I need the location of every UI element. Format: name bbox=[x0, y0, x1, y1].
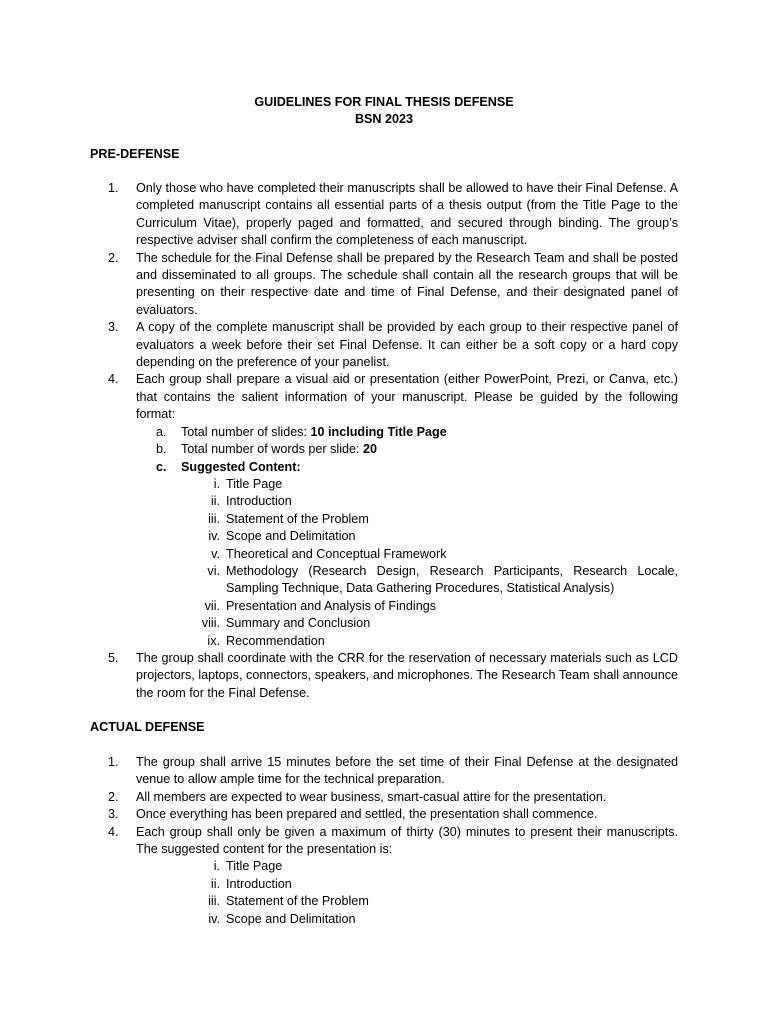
format-item-content bbox=[90, 459, 678, 476]
content-item bbox=[90, 876, 678, 893]
list-item bbox=[90, 319, 678, 371]
format-label: c. bbox=[156, 459, 167, 474]
list-text: All members are expected to wear business, smart-casual attire for the presentation. bbox=[136, 789, 607, 804]
content-text: Statement of the Problem bbox=[226, 511, 369, 526]
roman-label: i. bbox=[213, 859, 220, 874]
content-text: Scope and Delimitation bbox=[226, 529, 356, 544]
list-text: The schedule for the Final Defense shall be prepared by the Research Team and shall be posted and disseminated to all groups. The schedule shall contain all the research groups that will be presenting on their respective date and time of Final Defense, and their designated panel of evaluators. bbox=[136, 250, 678, 317]
content-item bbox=[90, 546, 678, 563]
format-value: Suggested Content: bbox=[181, 459, 301, 474]
roman-label: ii. bbox=[210, 876, 220, 891]
document-subtitle: BSN 2023 bbox=[354, 112, 414, 126]
roman-label: vii. bbox=[204, 598, 220, 613]
content-item bbox=[90, 528, 678, 545]
roman-label: iv. bbox=[208, 529, 220, 544]
list-number: 4. bbox=[108, 824, 119, 839]
pre-defense-list bbox=[90, 180, 678, 702]
format-text: Total number of slides: bbox=[181, 424, 311, 439]
pre-defense-heading: PRE-DEFENSE bbox=[90, 147, 180, 161]
format-item-slides bbox=[90, 424, 678, 441]
document-title: GUIDELINES FOR FINAL THESIS DEFENSE bbox=[254, 95, 514, 109]
content-text: Recommendation bbox=[226, 633, 325, 648]
content-text: Statement of the Problem bbox=[226, 894, 369, 909]
list-number: 3. bbox=[108, 807, 119, 822]
actual-defense-heading: ACTUAL DEFENSE bbox=[90, 720, 205, 734]
content-item bbox=[90, 615, 678, 632]
roman-label: iii. bbox=[208, 511, 220, 526]
list-item bbox=[90, 180, 678, 250]
list-item bbox=[90, 806, 678, 823]
roman-label: ii. bbox=[210, 494, 220, 509]
list-item bbox=[90, 371, 678, 423]
list-text: Once everything has been prepared and settled, the presentation shall commence. bbox=[136, 807, 598, 822]
format-label: b. bbox=[156, 442, 167, 457]
format-text: Total number of words per slide: bbox=[181, 442, 363, 457]
content-text: Introduction bbox=[226, 876, 292, 891]
content-item bbox=[90, 493, 678, 510]
roman-label: viii. bbox=[201, 616, 220, 631]
content-item bbox=[90, 633, 678, 650]
list-number: 2. bbox=[108, 789, 119, 804]
format-item-words bbox=[90, 441, 678, 458]
roman-label: iii. bbox=[208, 894, 220, 909]
list-number: 5. bbox=[108, 650, 119, 665]
content-item bbox=[90, 511, 678, 528]
list-text: Each group shall only be given a maximum of thirty (30) minutes to present their manuscripts. The suggested content for the presentation is: bbox=[136, 824, 678, 857]
content-text: Scope and Delimitation bbox=[226, 911, 356, 926]
content-item bbox=[90, 858, 678, 875]
list-number: 1. bbox=[108, 755, 119, 769]
content-text: Introduction bbox=[226, 494, 292, 509]
list-item bbox=[90, 789, 678, 806]
list-text: The group shall coordinate with the CRR for the reservation of necessary materials such as LCD projectors, laptops, connectors, speakers, and microphones. The Research Team shall announce the room for the Final Defense. bbox=[136, 650, 678, 700]
list-item bbox=[90, 824, 678, 859]
list-number: 3. bbox=[108, 320, 119, 335]
content-text: Summary and Conclusion bbox=[226, 616, 371, 631]
roman-label: v. bbox=[211, 546, 220, 561]
roman-label: vi. bbox=[207, 563, 220, 578]
content-text: Title Page bbox=[226, 859, 283, 874]
content-item bbox=[90, 598, 678, 615]
actual-defense-list bbox=[90, 754, 678, 928]
list-text: Only those who have completed their manuscripts shall be allowed to have their Final Defense. A completed manuscript contains all essential parts of a thesis output (from the Title Page to the Curriculum Vitae), properly paged and formatted, and secured through binding. The group’s respective adviser shall confirm the completeness of each manuscript. bbox=[136, 181, 678, 248]
content-item bbox=[90, 563, 678, 598]
content-text: Theoretical and Conceptual Framework bbox=[226, 546, 447, 561]
content-text: Methodology (Research Design, Research Participants, Research Locale, Sampling Technique, Data Gathering Procedures, Statistical Analysis) bbox=[226, 563, 678, 596]
list-number: 1. bbox=[108, 181, 119, 195]
list-number: 2. bbox=[108, 250, 119, 265]
list-item bbox=[90, 650, 678, 702]
list-text: Each group shall prepare a visual aid or presentation (either PowerPoint, Prezi, or Canva, etc.) that contains the salient information of your manuscript. Please be guided by the following format: bbox=[136, 372, 678, 422]
format-label: a. bbox=[156, 424, 167, 439]
list-text: The group shall arrive 15 minutes before the set time of their Final Defense at the designated venue to allow ample time for the technical preparation. bbox=[136, 755, 678, 787]
list-number: 4. bbox=[108, 372, 119, 387]
format-value: 20 bbox=[363, 442, 378, 457]
roman-label: i. bbox=[213, 476, 220, 491]
content-item bbox=[90, 893, 678, 910]
list-text: A copy of the complete manuscript shall be provided by each group to their respective panel of evaluators a week before their set Final Defense. It can either be a soft copy or a hard copy depending on the preference of your panelist. bbox=[136, 320, 678, 370]
content-item bbox=[90, 911, 678, 928]
roman-label: iv. bbox=[208, 911, 220, 926]
format-value: 10 including Title Page bbox=[310, 424, 447, 439]
list-item bbox=[90, 250, 678, 320]
content-text: Title Page bbox=[226, 476, 283, 491]
content-item bbox=[90, 476, 678, 493]
content-text: Presentation and Analysis of Findings bbox=[226, 598, 437, 613]
roman-label: ix. bbox=[207, 633, 220, 648]
list-item bbox=[90, 754, 678, 789]
